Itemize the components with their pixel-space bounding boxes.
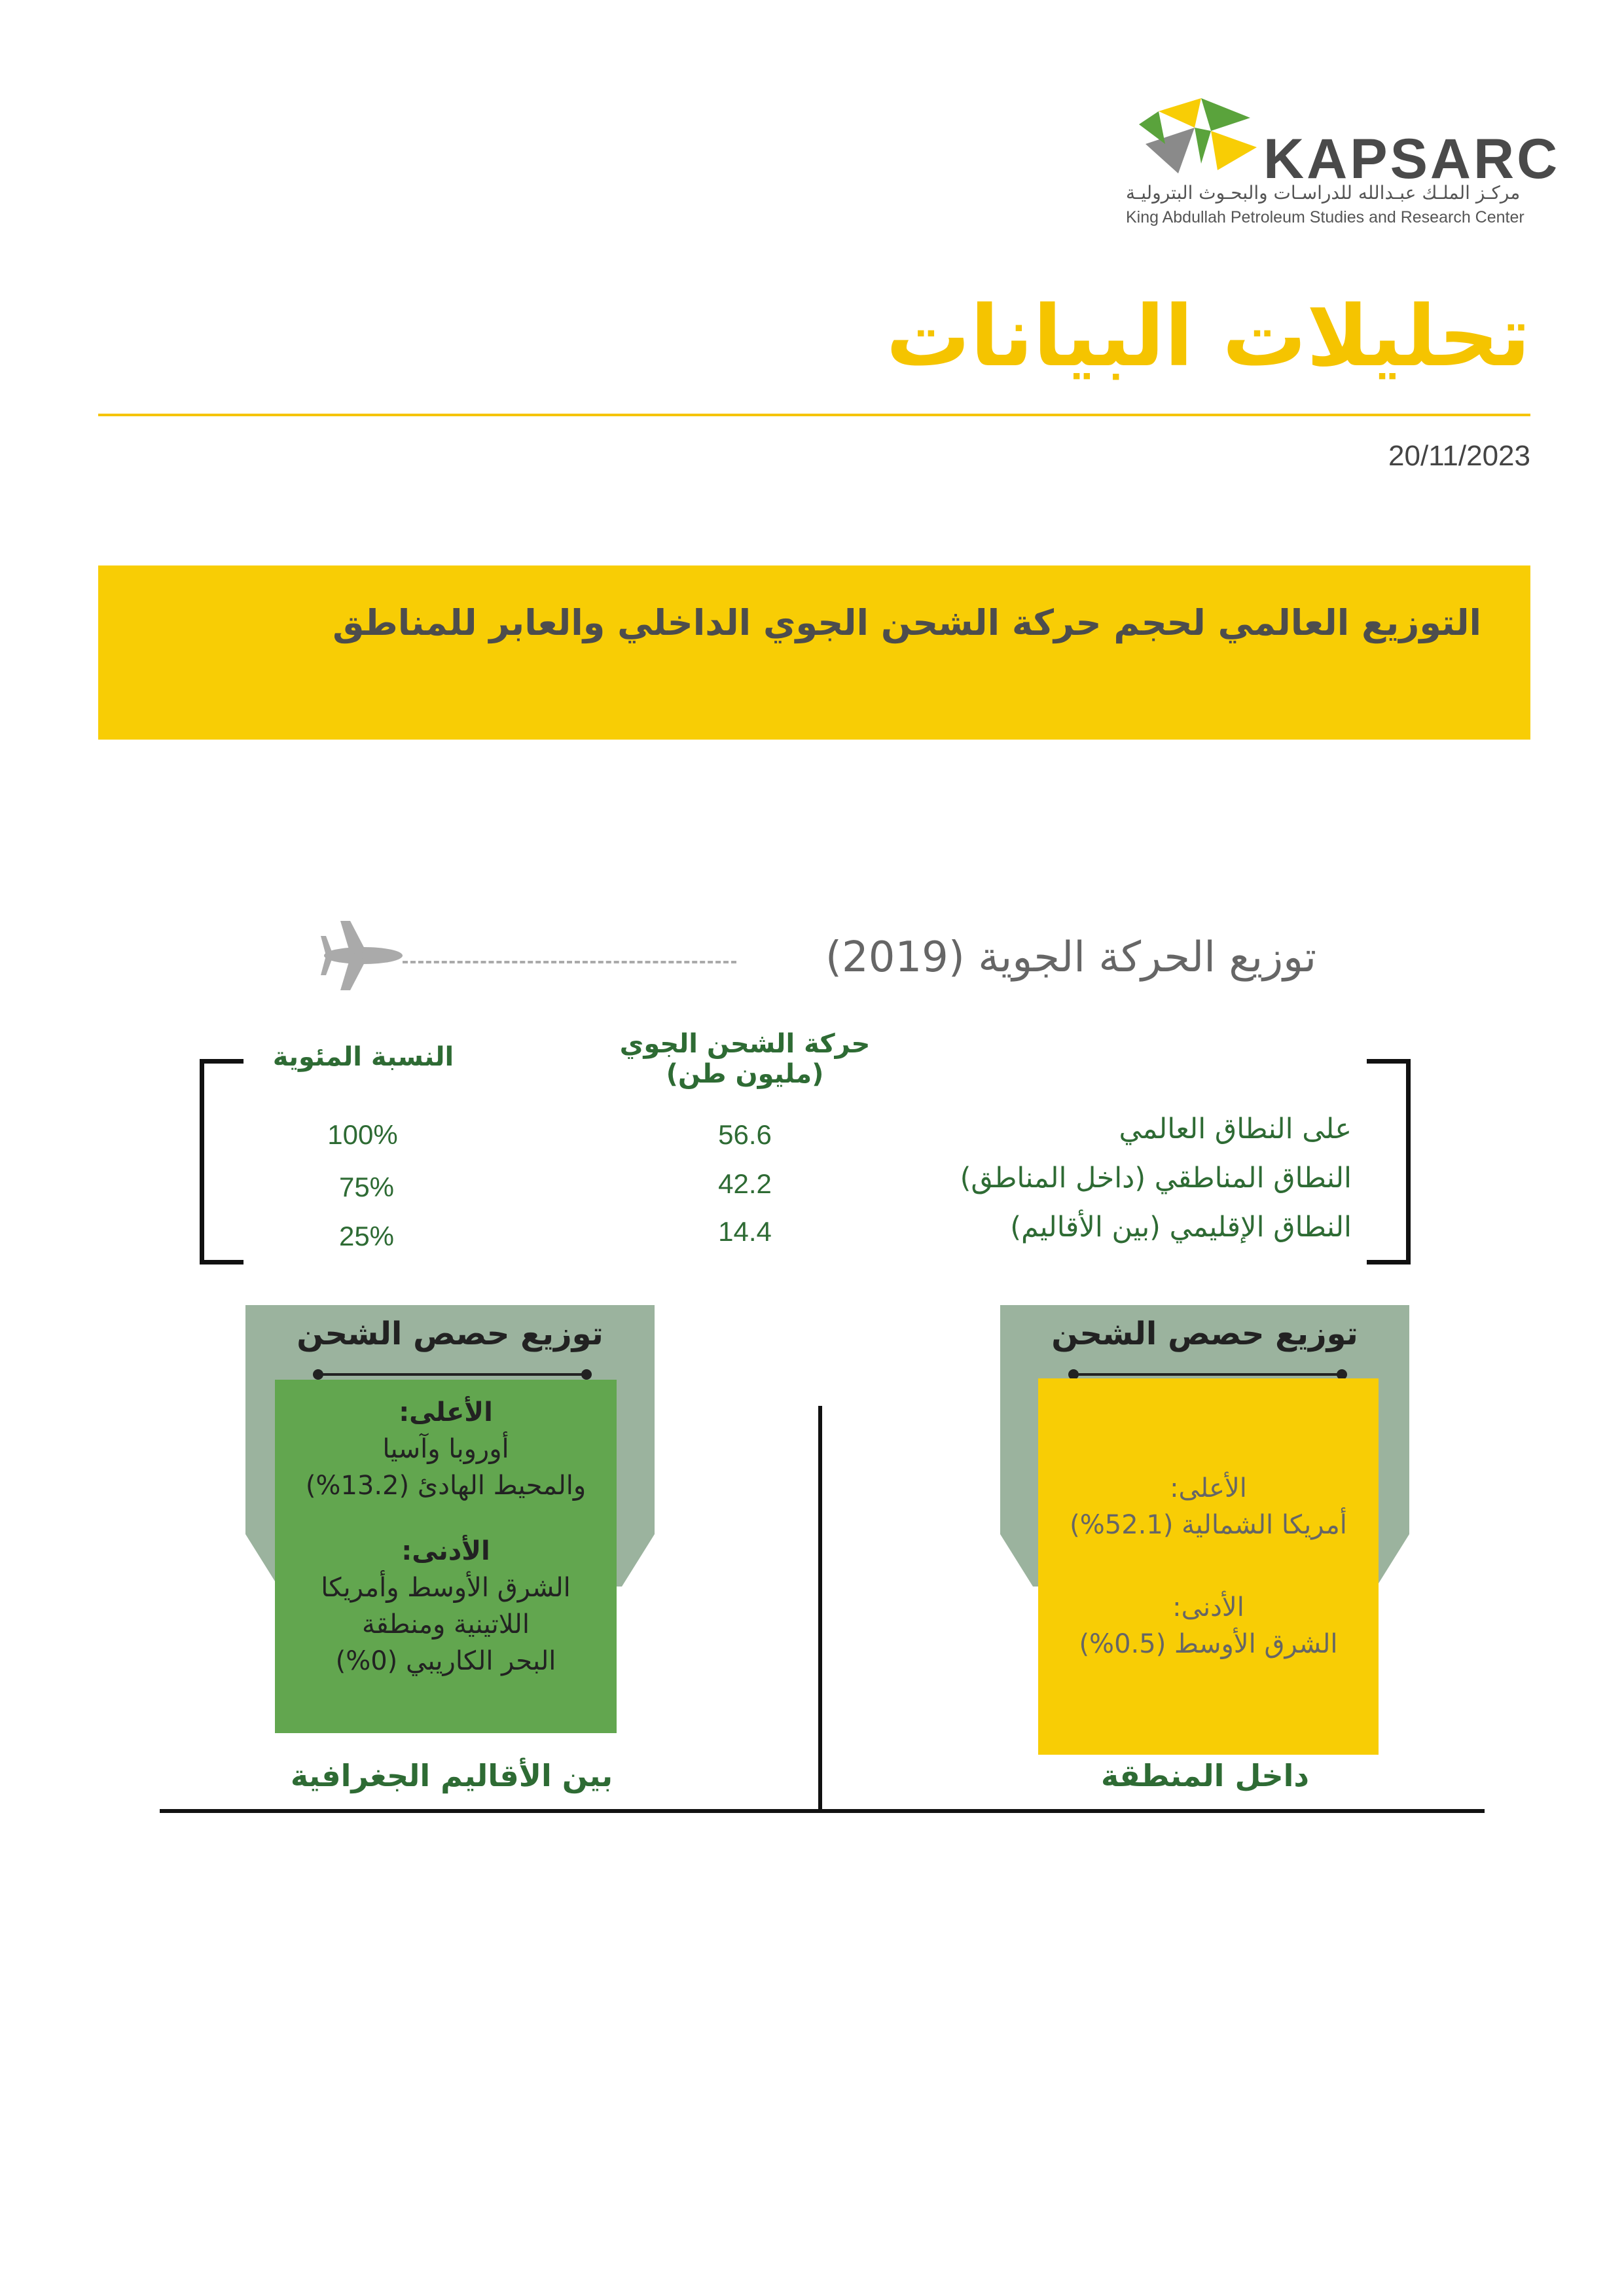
table-cell-percent: 75% <box>338 1172 395 1202</box>
inter-region-shares-box <box>275 1380 617 1733</box>
title-divider <box>98 414 1530 416</box>
headline-text: التوزيع العالمي لحجم حركة الشحن الجوي الداخلي والعابر للمناطق <box>333 602 1481 643</box>
logo-arabic-name: مركـز الملـك عبـدالله للدراسـات والبحـوث البتروليـة <box>1126 182 1521 204</box>
highest-value-line: أوروبا وآسيا <box>382 1434 509 1464</box>
section-heading: توزيع الحركة الجوية (2019) <box>825 933 1316 982</box>
lowest-value-line: البحر الكاريبي (0%) <box>335 1646 556 1676</box>
table-cell-volume: 42.2 <box>718 1168 772 1199</box>
lowest-value-line: الشرق الأوسط (0.5%) <box>1079 1629 1338 1659</box>
column-header-percent: النسبة المئوية <box>272 1042 454 1072</box>
flight-path-line <box>403 961 736 963</box>
intra-region-label: داخل المنطقة <box>1100 1758 1310 1793</box>
lowest-value-line: اللاتينية ومنطقة <box>362 1609 530 1640</box>
highest-value-line: أمريكا الشمالية (52.1%) <box>1070 1510 1347 1540</box>
lowest-label: الأدنى: <box>1172 1592 1244 1623</box>
intra-region-shares-box <box>1038 1378 1379 1755</box>
table-cell-volume: 56.6 <box>718 1119 772 1150</box>
lowest-value-line: الشرق الأوسط وأمريكا <box>321 1573 571 1603</box>
intra-region-panel-title: توزيع حصص الشحن <box>1051 1316 1358 1352</box>
lowest-label: الأدنى: <box>401 1536 490 1566</box>
inter-region-label: بين الأقاليم الجغرافية <box>290 1758 613 1793</box>
kapsarc-logo <box>1126 98 1561 229</box>
table-bracket-right <box>1367 1059 1411 1265</box>
highest-value-line: والمحيط الهادئ (13.2%) <box>305 1471 586 1501</box>
report-date: 20/11/2023 <box>1388 440 1530 472</box>
table-cell-percent: 100% <box>327 1119 398 1150</box>
column-header-volume: حركة الشحن الجوي (مليون طن) <box>619 1029 871 1089</box>
baseline-rule <box>160 1809 1485 1813</box>
table-row-label: النطاق المناطقي (داخل المناطق) <box>960 1162 1352 1194</box>
table-row-label: النطاق الإقليمي (بين الأقاليم) <box>1010 1211 1352 1244</box>
airplane-icon <box>321 920 406 992</box>
inter-region-title-rule <box>318 1373 586 1376</box>
kapsarc-emblem-icon <box>1139 98 1263 177</box>
table-bracket-left <box>200 1059 244 1265</box>
table-cell-percent: 25% <box>338 1221 395 1251</box>
headline-banner <box>98 565 1530 740</box>
highest-label: الأعلى: <box>399 1397 493 1427</box>
logo-english-name: King Abdullah Petroleum Studies and Research Center <box>1126 208 1525 226</box>
panel-divider <box>818 1406 822 1812</box>
table-cell-volume: 14.4 <box>718 1216 772 1247</box>
page-title: تحليلات البيانات <box>886 288 1530 386</box>
table-row-label: على النطاق العالمي <box>1119 1113 1352 1145</box>
inter-region-panel-title: توزيع حصص الشحن <box>297 1316 604 1352</box>
intra-region-title-rule <box>1074 1373 1342 1376</box>
kapsarc-wordmark: KAPSARC <box>1263 128 1561 190</box>
highest-label: الأعلى: <box>1170 1473 1247 1503</box>
